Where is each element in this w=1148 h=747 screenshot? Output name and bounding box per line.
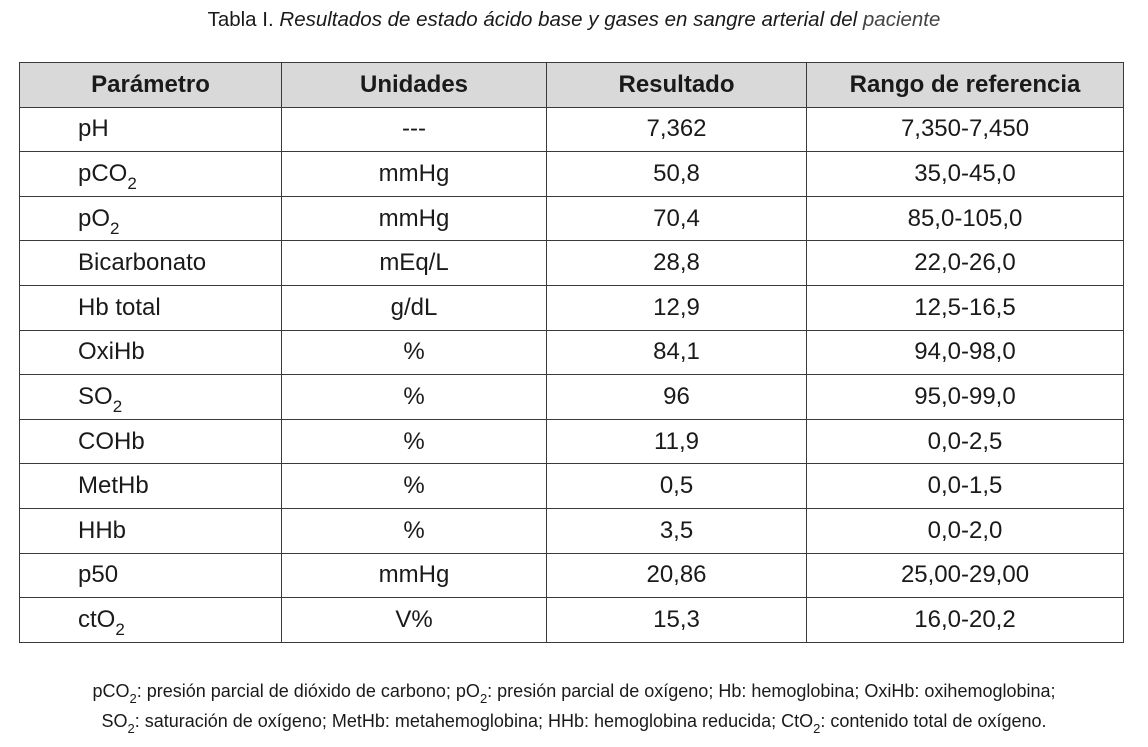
cell-units: V% bbox=[282, 598, 547, 643]
table-row bbox=[20, 196, 1124, 241]
table-row bbox=[20, 553, 1124, 598]
cell-result: 84,1 bbox=[547, 330, 807, 375]
cell-units: mmHg bbox=[282, 152, 547, 197]
cell-parameter: OxiHb bbox=[20, 330, 282, 375]
cell-reference-range: 0,0-2,5 bbox=[807, 419, 1124, 464]
cell-units: % bbox=[282, 330, 547, 375]
cell-reference-range: 94,0-98,0 bbox=[807, 330, 1124, 375]
cell-parameter: COHb bbox=[20, 419, 282, 464]
table-row bbox=[20, 241, 1124, 286]
cell-parameter: pH bbox=[20, 107, 282, 152]
caption-title-end: paciente bbox=[862, 8, 941, 31]
table-row bbox=[20, 152, 1124, 197]
cell-result: 50,8 bbox=[547, 152, 807, 197]
table-row bbox=[20, 330, 1124, 375]
cell-reference-range: 22,0-26,0 bbox=[807, 241, 1124, 286]
cell-reference-range: 25,00-29,00 bbox=[807, 553, 1124, 598]
cell-units: % bbox=[282, 419, 547, 464]
cell-result: 96 bbox=[547, 375, 807, 420]
table-row bbox=[20, 508, 1124, 553]
cell-units: g/dL bbox=[282, 285, 547, 330]
cell-units: % bbox=[282, 375, 547, 420]
cell-reference-range: 16,0-20,2 bbox=[807, 598, 1124, 643]
table-row bbox=[20, 464, 1124, 509]
cell-result: 20,86 bbox=[547, 553, 807, 598]
cell-units: mEq/L bbox=[282, 241, 547, 286]
caption-label: Tabla I. bbox=[207, 8, 274, 31]
cell-parameter: $pO_2$ bbox=[20, 196, 282, 241]
cell-parameter: ctO$_2$ bbox=[20, 598, 282, 643]
cell-reference-range: 12,5-16,5 bbox=[807, 285, 1124, 330]
cell-parameter: HHb bbox=[20, 508, 282, 553]
cell-units: mmHg bbox=[282, 553, 547, 598]
cell-parameter: $SO_2$ bbox=[20, 375, 282, 420]
cell-result: 11,9 bbox=[547, 419, 807, 464]
cell-units: % bbox=[282, 508, 547, 553]
header-reference-range: Rango de referencia bbox=[807, 63, 1124, 108]
cell-result: 12,9 bbox=[547, 285, 807, 330]
cell-reference-range: 95,0-99,0 bbox=[807, 375, 1124, 420]
table-row bbox=[20, 107, 1124, 152]
table-row bbox=[20, 598, 1124, 643]
table-row bbox=[20, 419, 1124, 464]
footnote-line-1: pCO$_2$: presión parcial de dióxido de carbono; $pO_2$: presión parcial de oxígeno; Hb: hemoglobina; OxiHb: oxihemoglobina; bbox=[92, 681, 1056, 706]
cell-parameter: p50 bbox=[20, 553, 282, 598]
cell-reference-range: 0,0-1,5 bbox=[807, 464, 1124, 509]
table-body bbox=[20, 107, 1124, 642]
table-header-row bbox=[20, 63, 1124, 108]
header-result: Resultado bbox=[547, 63, 807, 108]
cell-result: 7,362 bbox=[547, 107, 807, 152]
cell-reference-range: 7,350-7,450 bbox=[807, 107, 1124, 152]
cell-reference-range: 85,0-105,0 bbox=[807, 196, 1124, 241]
cell-result: 0,5 bbox=[547, 464, 807, 509]
cell-units: mmHg bbox=[282, 196, 547, 241]
header-units: Unidades bbox=[282, 63, 547, 108]
cell-result: 70,4 bbox=[547, 196, 807, 241]
table-row bbox=[20, 285, 1124, 330]
cell-units: % bbox=[282, 464, 547, 509]
results-table bbox=[19, 62, 1124, 643]
cell-parameter: pCO$_2$ bbox=[20, 152, 282, 197]
cell-parameter: Bicarbonato bbox=[20, 241, 282, 286]
cell-parameter: MetHb bbox=[20, 464, 282, 509]
cell-result: 15,3 bbox=[547, 598, 807, 643]
cell-result: 3,5 bbox=[547, 508, 807, 553]
cell-units: --- bbox=[282, 107, 547, 152]
cell-reference-range: 0,0-2,0 bbox=[807, 508, 1124, 553]
header-parameter: Parámetro bbox=[20, 63, 282, 108]
cell-parameter: Hb total bbox=[20, 285, 282, 330]
caption-title: Resultados de estado ácido base y gases en sangre arterial del bbox=[279, 8, 858, 31]
table-caption bbox=[0, 6, 1148, 34]
table-footnote bbox=[0, 676, 1148, 736]
footnote-line-2: $SO_2$: saturación de oxígeno; MetHb: metahemoglobina; HHb: hemoglobina reducida; CtO$_2$: contenido total de oxígeno. bbox=[101, 711, 1047, 736]
table-row bbox=[20, 375, 1124, 420]
cell-reference-range: 35,0-45,0 bbox=[807, 152, 1124, 197]
cell-result: 28,8 bbox=[547, 241, 807, 286]
